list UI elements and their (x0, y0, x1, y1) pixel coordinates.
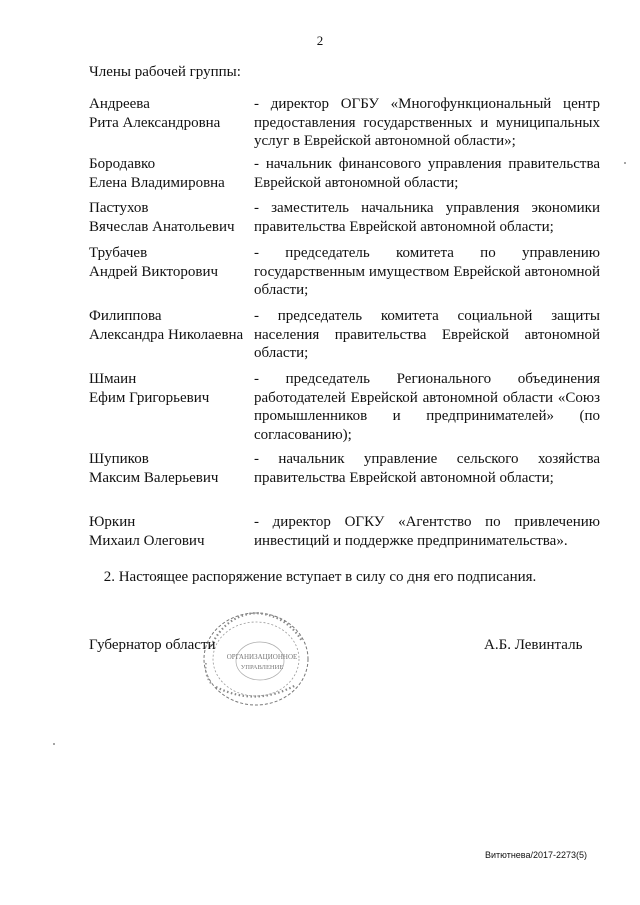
member-position: - заместитель начальника управления экономики правительства Еврейской автономной области; (254, 200, 600, 235)
member-position: - председатель Регионального объединения работодателей Еврейской автономной области «Союз промышленников и предпринимателей» (по согласованию); (254, 371, 600, 443)
member-name: Юркин Михаил Олегович (89, 514, 205, 549)
member-name: Филиппова Александра Николаевна (89, 308, 244, 343)
seal-text-line-1: ОРГАНИЗАЦИОННОЕ (226, 653, 298, 661)
member-name: Шупиков Максим Валерьевич (89, 451, 219, 486)
member-name: Андреева Рита Александровна (89, 96, 221, 131)
member-position: - начальник управление сельского хозяйства правительства Еврейской автономной области; (254, 451, 600, 486)
member-position: - председатель комитета социальной защиты населения правительства Еврейской автономной области; (254, 308, 600, 361)
page-number: 2 (316, 33, 324, 48)
signatory-title: Губернатор области (89, 637, 216, 653)
scan-artifact-dot (624, 162, 626, 164)
signatory-name: А.Б. Левинталь (484, 637, 583, 653)
member-position: - директор ОГБУ «Многофункциональный центр предоставления государственных и муниципальных услуг в Еврейской автономной области»; (254, 96, 600, 149)
document-code: Витютнева/2017-2273(5) (485, 850, 588, 860)
seal-stamp (196, 601, 318, 709)
member-name: Шмаин Ефим Григорьевич (89, 371, 210, 406)
decree-item: 2. Настоящее распоряжение вступает в силу со дня его подписания. (103, 569, 537, 585)
member-position: - директор ОГКУ «Агентство по привлечению инвестиций и поддержке предпринимательства». (254, 514, 600, 549)
member-name: Трубачев Андрей Викторович (89, 245, 219, 280)
member-name: Пастухов Вячеслав Анатольевич (89, 200, 235, 235)
seal-text-line-2: УПРАВЛЕНИЕ (240, 664, 284, 671)
members-heading: Члены рабочей группы: (89, 64, 241, 80)
member-position: - начальник финансового управления правительства Еврейской автономной области; (254, 156, 600, 191)
member-name: Бородавко Елена Владимировна (89, 156, 225, 191)
member-position: - председатель комитета по управлению государственным имуществом Еврейской автономной области; (254, 245, 600, 298)
scan-artifact-dot (53, 743, 55, 745)
